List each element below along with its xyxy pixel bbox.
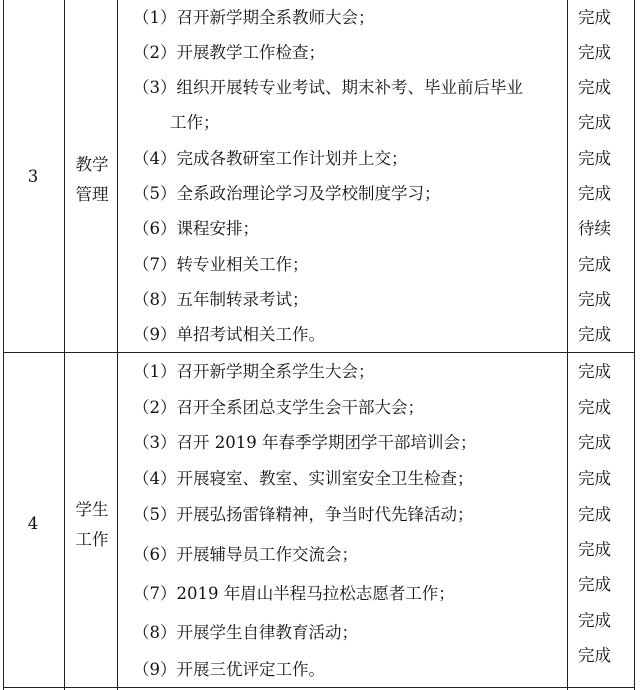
- task-status: 完成: [578, 646, 611, 665]
- task-item: （1）召开新学期全系教师大会；: [133, 8, 375, 27]
- task-status: 完成: [578, 611, 611, 630]
- task-item: （4）完成各教研室工作计划并上交；: [133, 149, 408, 168]
- task-status: 完成: [578, 469, 611, 488]
- table-border-col2: [117, 0, 118, 690]
- task-item: 工作；: [170, 113, 220, 132]
- task-item: （9）开展三优评定工作。: [133, 660, 325, 679]
- task-status: 完成: [578, 78, 611, 97]
- task-item: （7）转专业相关工作；: [133, 255, 309, 274]
- task-status: 完成: [578, 575, 611, 594]
- table-border-bottom: [3, 687, 635, 688]
- task-item: （9）单招考试相关工作。: [133, 325, 325, 344]
- task-item: （5）开展弘扬雷锋精神，争当时代先锋活动；: [133, 505, 474, 524]
- table-border-right: [634, 0, 635, 690]
- task-item: （3）组织开展转专业考试、期末补考、毕业前后毕业: [133, 78, 523, 97]
- task-item: （2）召开全系团总支学生会干部大会；: [133, 398, 424, 417]
- task-status: 完成: [578, 362, 611, 381]
- task-item: （5）全系政治理论学习及学校制度学习；: [133, 184, 441, 203]
- task-item: （1）召开新学期全系学生大会；: [133, 362, 375, 381]
- task-status: 完成: [578, 184, 611, 203]
- task-item: （3）召开 2019 年春季学期团学干部培训会；: [133, 433, 477, 452]
- table-border-col3: [567, 0, 568, 690]
- section-category-line: 工作: [75, 530, 109, 549]
- task-status: 完成: [578, 540, 611, 559]
- table-border-col1: [64, 0, 65, 690]
- task-status: 完成: [578, 255, 611, 274]
- section-number: 4: [27, 514, 39, 533]
- section-category-line: 教学: [75, 155, 109, 174]
- task-status: 完成: [578, 149, 611, 168]
- section-number: 3: [27, 167, 39, 186]
- task-item: （2）开展教学工作检查；: [133, 43, 325, 62]
- task-status: 完成: [578, 290, 611, 309]
- task-status: 完成: [578, 325, 611, 344]
- task-item: （6）课程安排；: [133, 219, 259, 238]
- task-status: 待续: [578, 219, 611, 238]
- section-category-line: 管理: [75, 185, 109, 204]
- task-item: （8）五年制转录考试；: [133, 290, 309, 309]
- section-divider: [3, 352, 635, 353]
- task-status: 完成: [578, 433, 611, 452]
- task-item: （8）开展学生自律教育活动；: [133, 623, 358, 642]
- task-item: （4）开展寝室、教室、实训室安全卫生检查；: [133, 469, 474, 488]
- task-item: （6）开展辅导员工作交流会；: [133, 545, 358, 564]
- task-status: 完成: [578, 113, 611, 132]
- section-category-line: 学生: [75, 500, 109, 519]
- task-status: 完成: [578, 8, 611, 27]
- task-status: 完成: [578, 398, 611, 417]
- task-status: 完成: [578, 505, 611, 524]
- task-item: （7）2019 年眉山半程马拉松志愿者工作；: [133, 584, 455, 603]
- table-border-left: [3, 0, 4, 690]
- task-status: 完成: [578, 43, 611, 62]
